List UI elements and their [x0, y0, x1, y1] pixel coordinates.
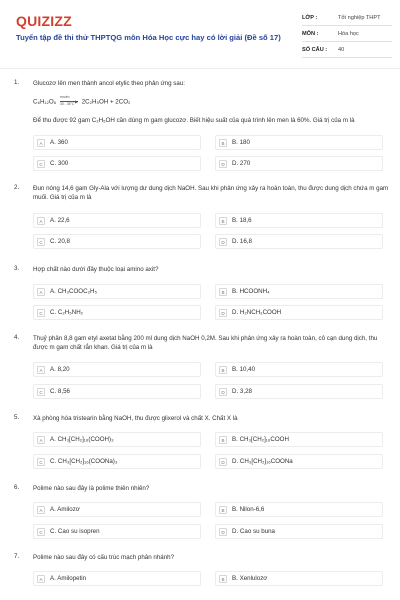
- option-text: C. 300: [50, 160, 69, 167]
- option-a[interactable]: [33, 502, 201, 517]
- arrow-condition-top: enzim: [59, 95, 70, 99]
- question-number: 2.: [14, 184, 20, 191]
- meta-table: [302, 10, 392, 58]
- option-letter: C: [37, 528, 45, 536]
- option-b[interactable]: [215, 135, 383, 150]
- option-letter: B: [219, 506, 227, 514]
- meta-row-subject: [302, 26, 392, 42]
- document-title: Tuyển tập đề thi thử THPTQG môn Hóa Học cực hay có lời giải (Đề số 17): [16, 33, 281, 42]
- option-letter: C: [37, 160, 45, 168]
- meta-row-count: [302, 42, 392, 58]
- option-d[interactable]: [215, 454, 383, 469]
- option-c[interactable]: [33, 454, 201, 469]
- option-letter: A: [37, 436, 45, 444]
- option-text: B. 180: [232, 139, 250, 146]
- option-d[interactable]: [215, 156, 383, 171]
- option-letter: B: [219, 139, 227, 147]
- option-letter: B: [219, 575, 227, 583]
- option-text: A. 8,20: [50, 366, 70, 373]
- option-c[interactable]: [33, 305, 201, 320]
- option-text: A. Amilozơ: [50, 506, 80, 513]
- question-text: Hợp chất nào dưới đây thuộc loại amino axit?: [33, 266, 159, 273]
- meta-key: LỚP :: [302, 15, 318, 21]
- option-a[interactable]: [33, 213, 201, 228]
- option-b[interactable]: [215, 502, 383, 517]
- option-letter: C: [37, 309, 45, 317]
- option-d[interactable]: [215, 384, 383, 399]
- option-text: C. Cao su isopren: [50, 528, 100, 535]
- option-c[interactable]: [33, 234, 201, 249]
- option-letter: A: [37, 506, 45, 514]
- option-text: D. Cao su buna: [232, 528, 275, 535]
- option-letter: D: [219, 309, 227, 317]
- option-c[interactable]: [33, 384, 201, 399]
- option-a[interactable]: [33, 432, 201, 447]
- option-text: C. CH₃[CH₂]₁₆(COONa)₃: [50, 458, 118, 465]
- question-text: Thuỷ phân 8,8 gam etyl axetat bằng 200 ml dung dịch NaOH 0,2M. Sau khi phản ứng xảy ra hoàn toàn, cô cạn dung dịch, thu được m gam chất rắn khan. Giá trị của m là: [33, 335, 378, 351]
- option-d[interactable]: [215, 234, 383, 249]
- option-text: C. 20,8: [50, 238, 70, 245]
- option-text: B. Xenlulozơ: [232, 575, 268, 582]
- option-text: A. Amilopetin: [50, 575, 87, 582]
- question-text: Glucozơ lên men thành ancol etylic theo phản ứng sau:: [33, 80, 185, 87]
- option-text: A. 360: [50, 139, 68, 146]
- question-number: 4.: [14, 334, 20, 341]
- option-text: D. CH₃[CH₂]₁₆COONa: [232, 458, 293, 465]
- option-b[interactable]: [215, 213, 383, 228]
- option-letter: D: [219, 238, 227, 246]
- option-text: A. CH₃COOC₂H₅: [50, 288, 97, 295]
- option-a[interactable]: [33, 135, 201, 150]
- option-text: A. 22,6: [50, 217, 70, 224]
- option-letter: B: [219, 436, 227, 444]
- option-letter: B: [219, 288, 227, 296]
- question-text: Xà phòng hóa tristearin bằng NaOH, thu được glixerol và chất X. Chất X là: [33, 415, 238, 422]
- option-letter: D: [219, 388, 227, 396]
- option-letter: A: [37, 217, 45, 225]
- option-letter: B: [219, 217, 227, 225]
- option-letter: A: [37, 575, 45, 583]
- reaction-equation: [33, 97, 130, 107]
- option-a[interactable]: [33, 284, 201, 299]
- option-text: C. 8,56: [50, 388, 70, 395]
- option-text: D. H₂NCH₂COOH: [232, 309, 282, 316]
- option-letter: A: [37, 366, 45, 374]
- option-letter: D: [219, 528, 227, 536]
- equation-lhs: C₆H₁₂O₆: [33, 98, 57, 106]
- question-number: 7.: [14, 553, 20, 560]
- meta-row-class: [302, 10, 392, 26]
- question-number: 3.: [14, 265, 20, 272]
- option-letter: D: [219, 458, 227, 466]
- option-letter: D: [219, 160, 227, 168]
- question-text-2: Để thu được 92 gam C₂H₅OH cần dùng m gam glucozơ. Biết hiệu suất của quá trình lên men là 60%. Giá trị của m là: [33, 117, 355, 124]
- question-text: Đun nóng 14,6 gam Gly-Ala với lượng dư dung dịch NaOH. Sau khi phản ứng xảy ra hoàn toàn, thu được dung dịch chứa m gam muối. Giá trị của m là: [33, 185, 389, 201]
- quizizz-logo: QUIZIZZ: [16, 13, 72, 29]
- option-letter: A: [37, 288, 45, 296]
- option-text: B. 18,6: [232, 217, 252, 224]
- option-b[interactable]: [215, 284, 383, 299]
- meta-value: Hóa học: [338, 31, 359, 37]
- page-header: [0, 0, 400, 68]
- reaction-arrow: enzim ▶ 30 - 35°C: [59, 95, 79, 106]
- option-text: D. 270: [232, 160, 251, 167]
- option-text: C. C₂H₅NH₂: [50, 309, 84, 316]
- option-c[interactable]: [33, 524, 201, 539]
- option-a[interactable]: [33, 571, 201, 586]
- question-number: 1.: [14, 79, 20, 86]
- option-text: B. HCOONH₄: [232, 288, 270, 295]
- option-text: B. 10,40: [232, 366, 256, 373]
- option-letter: C: [37, 388, 45, 396]
- option-d[interactable]: [215, 524, 383, 539]
- meta-value: Tốt nghiệp THPT: [338, 15, 381, 21]
- option-text: D. 16,8: [232, 238, 252, 245]
- option-text: D. 3,28: [232, 388, 252, 395]
- option-text: B. Nilon-6,6: [232, 506, 265, 513]
- option-d[interactable]: [215, 305, 383, 320]
- option-b[interactable]: [215, 432, 383, 447]
- question-text: Polime nào sau đây là polime thiên nhiên?: [33, 485, 150, 492]
- option-letter: A: [37, 139, 45, 147]
- equation-rhs: 2C₂H₅OH + 2CO₂: [81, 98, 131, 106]
- arrow-condition-bottom: 30 - 35°C: [59, 102, 75, 106]
- option-c[interactable]: [33, 156, 201, 171]
- option-letter: B: [219, 366, 227, 374]
- question-number: 5.: [14, 414, 20, 421]
- meta-key: MÔN :: [302, 31, 319, 37]
- header-divider: [0, 68, 400, 69]
- question-number: 6.: [14, 484, 20, 491]
- meta-key: SỐ CÂU :: [302, 47, 328, 53]
- option-letter: C: [37, 458, 45, 466]
- option-text: A. CH₃[CH₂]₁₆(COOH)₃: [50, 436, 114, 443]
- question-text: Polime nào sau đây có cấu trúc mạch phân nhánh?: [33, 554, 175, 561]
- option-b[interactable]: [215, 571, 383, 586]
- option-b[interactable]: [215, 362, 383, 377]
- option-a[interactable]: [33, 362, 201, 377]
- meta-value: 40: [338, 47, 345, 53]
- option-text: B. CH₃[CH₂]₁₆COOH: [232, 436, 289, 443]
- option-letter: C: [37, 238, 45, 246]
